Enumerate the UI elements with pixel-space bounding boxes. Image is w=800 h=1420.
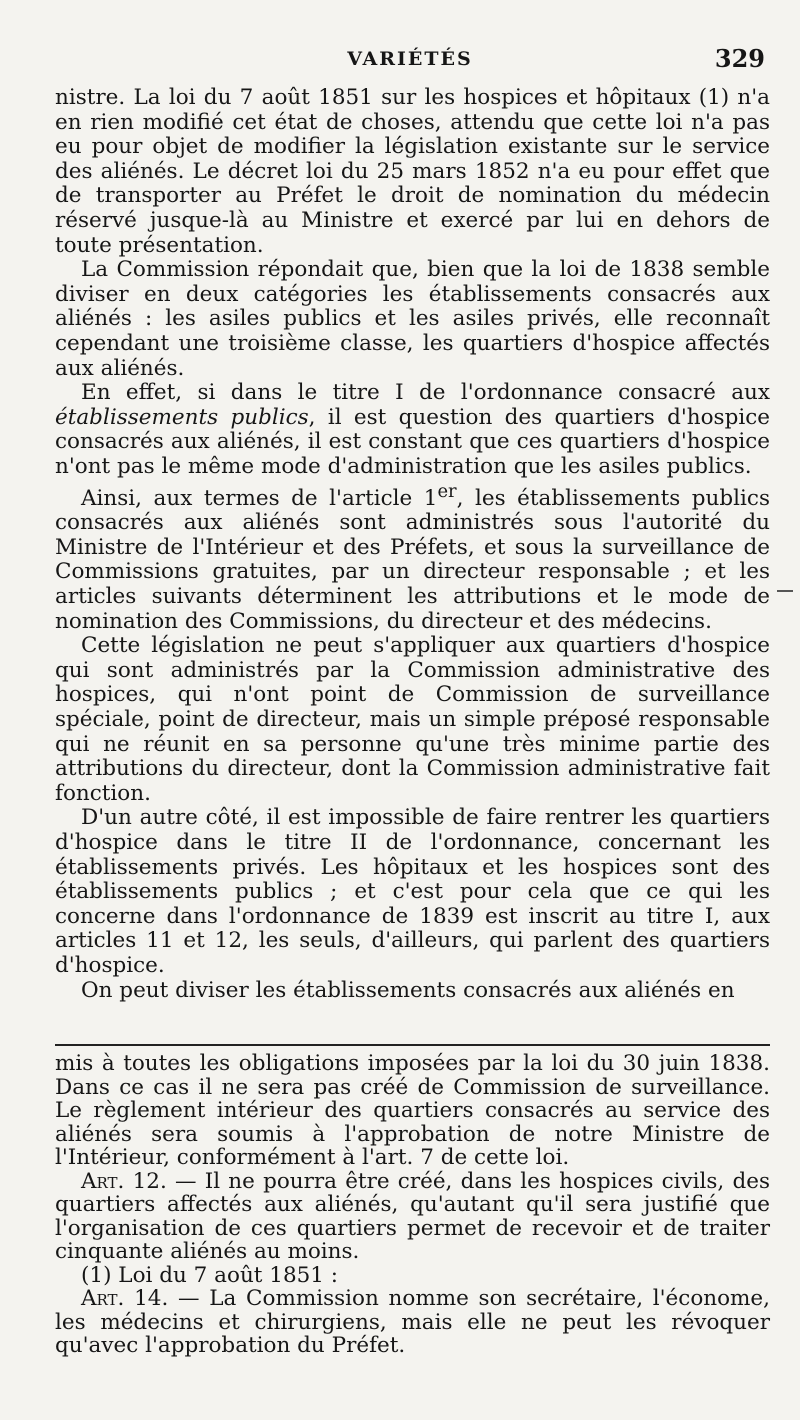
footnote-continuation: mis à toutes les obligations imposées par la loi du 30 juin 1838. Dans ce cas il ne sera pas créé de Commission de surveillance. Le règlement intérieur des quartiers consacrés au service des aliénés sera soumis à l'approbation de notre Ministre de l'Intérieur, conformément à l'art. 7 de cette loi. — [55, 1051, 770, 1170]
article-14-label: Art. 14. — [81, 1286, 169, 1311]
page-number: 329 — [714, 44, 765, 73]
margin-mark — [777, 590, 793, 592]
paragraph-4 — [55, 480, 770, 635]
paragraph-4-lead: Ainsi, aux termes de l'article 1 — [81, 485, 438, 511]
paragraph-6: D'un autre côté, il est impossible de faire rentrer les quartiers d'hospice dans le titre II de l'ordonnance, concernant les établissements privés. Les hôpitaux et les hospices sont des établissements publics ; et c'est pour cela que ce qui les concerne dans l'ordonnance de 1839 est inscrit au titre I, aux articles 11 et 12, les seuls, d'ailleurs, qui parlent des quartiers d'hospice. — [55, 805, 770, 978]
paragraph-2: La Commission répondait que, bien que la loi de 1838 semble diviser en deux catégories les établissements consacrés aux aliénés : les asiles publics et les asiles privés, elle reconnaît cependant une troisième classe, les quartiers d'hospice affectés aux aliénés. — [55, 257, 770, 381]
paragraph-1: nistre. La loi du 7 août 1851 sur les hospices et hôpitaux (1) n'a en rien modifié cet état de choses, attendu que cette loi n'a pas eu pour objet de modifier la législation existante sur le service des aliénés. Le décret loi du 25 mars 1852 n'a eu pour effet que de transporter au Préfet le droit de nomination du médecin réservé jusque-là au Ministre et exercé par lui en dehors de toute présentation. — [55, 85, 770, 258]
paragraph-3 — [55, 381, 770, 479]
footnote-rule — [55, 1044, 770, 1046]
running-head — [55, 44, 765, 78]
article-12-label: Art. 12. — [81, 1168, 167, 1194]
footnote-article-14 — [55, 1287, 770, 1358]
paragraph-3-rest: , il est question des quartiers d'hospice consacrés aux aliénés, il est constant que ces quartiers d'hospice n'ont pas le même mode d'administration que les asiles publics. — [55, 404, 770, 479]
footnote-article-12 — [55, 1170, 770, 1264]
article-14-text: — La Commission nomme son secrétaire, l'économe, les médecins et chirurgiens, mais elle ne peut les révoquer qu'avec l'approbation du Préfet. — [55, 1286, 770, 1358]
footnote-1-heading: (1) Loi du 7 août 1851 : — [81, 1262, 339, 1288]
ordinal-superscript: er — [437, 480, 457, 502]
main-text — [55, 86, 770, 1003]
paragraph-5: Cette législation ne peut s'appliquer aux quartiers d'hospice qui sont administrés par la Commission administrative des hospices, qui n'ont point de Commission de surveillance spéciale, point de directeur, mais un simple préposé responsable qui ne réunit en sa personne qu'une très minime partie des attributions du directeur, dont la Commission administrative fait fonction. — [55, 633, 770, 806]
paragraph-4-rest: , les établissements publics consacrés aux aliénés sont administrés sous l'autorité du Ministre de l'Intérieur et des Préfets, et sous la surveillance de Commissions gratuites, par un directeur responsable ; et les articles suivants déterminent les attributions et le mode de nomination des Commissions, du directeur et des médecins. — [55, 485, 770, 634]
paragraph-7: On peut diviser les établissements consacrés aux aliénés en — [81, 977, 735, 1003]
footnotes — [55, 1052, 770, 1358]
italic-term: établissements publics — [55, 404, 309, 430]
running-title: VARIÉTÉS — [347, 48, 473, 70]
paragraph-3-lead: En effet, si dans le titre I de l'ordonnance consacré aux — [81, 380, 770, 406]
article-12-text: — Il ne pourra être créé, dans les hospices civils, des quartiers affectés aux aliénés, qu'autant qu'il sera justifié que l'organisation de ces quartiers permet de recevoir et de traiter cinquante aliénés au moins. — [55, 1168, 770, 1264]
